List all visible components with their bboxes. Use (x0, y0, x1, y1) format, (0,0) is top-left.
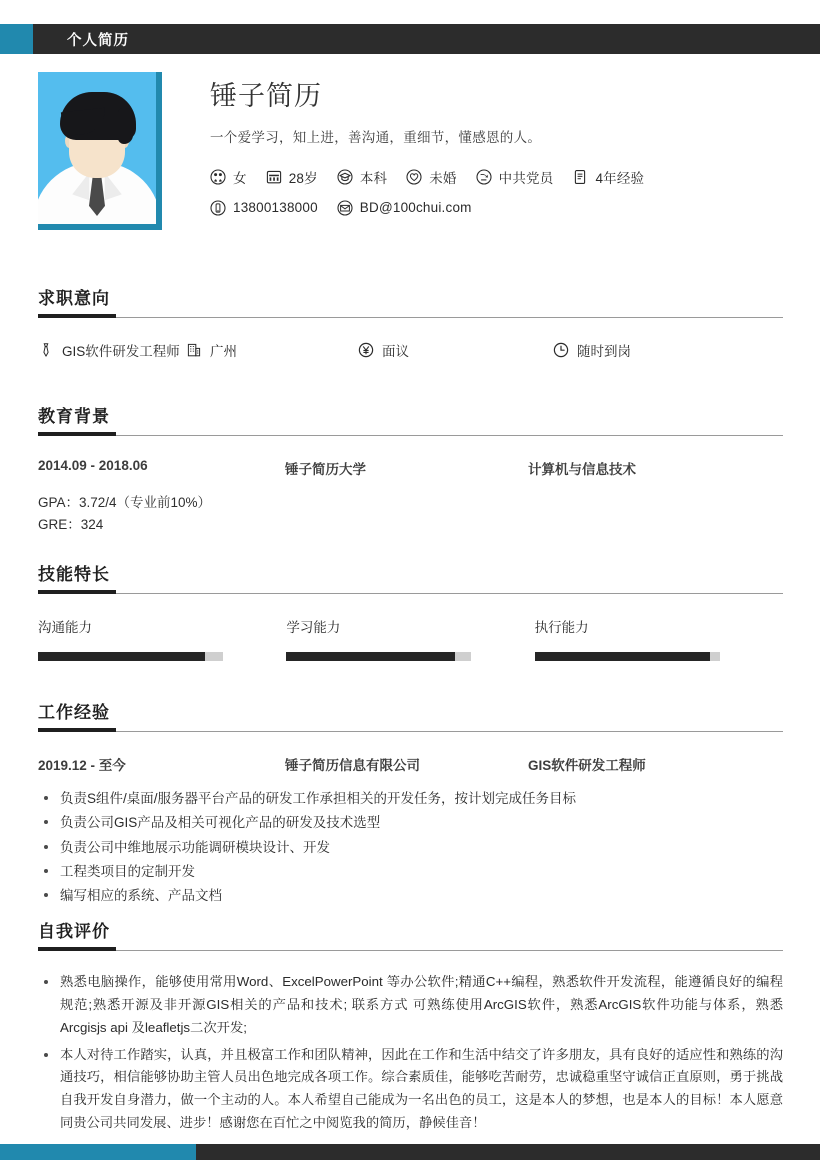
work-company: 锤子简历信息有限公司 (285, 758, 420, 773)
meta-degree (337, 167, 387, 187)
meta-email[interactable] (337, 200, 472, 216)
intent-salary-label: 面议 (382, 344, 409, 359)
meta-marital-label: 未婚 (429, 170, 457, 186)
skill-progress-track (38, 652, 223, 661)
gender-icon (210, 169, 226, 185)
skill-progress-track (286, 652, 471, 661)
page-title: 个人简历 (67, 32, 129, 49)
calendar-icon (266, 169, 282, 185)
skill-item (535, 616, 783, 661)
education-period: 2014.09 - 2018.06 (38, 458, 148, 473)
intent-salary (358, 340, 553, 360)
skill-label: 学习能力 (286, 620, 341, 635)
work-bullet: 工程类项目的定制开发 (38, 861, 783, 882)
section-header (38, 284, 783, 318)
intent-availability (553, 340, 631, 360)
meta-gender (210, 167, 247, 187)
top-banner (0, 24, 820, 54)
section-title-work: 工作经验 (38, 703, 110, 722)
skill-item (38, 616, 286, 661)
skill-progress-fill (38, 652, 205, 661)
section-rule-thick (38, 728, 116, 732)
section-header (38, 698, 783, 732)
meta-political-label: 中共党员 (498, 170, 554, 186)
section-title-skills: 技能特长 (38, 565, 110, 584)
meta-email-label: BD@100chui.com (359, 200, 472, 216)
education-major: 计算机与信息技术 (528, 462, 636, 477)
education-gpa: GPA：3.72/4（专业前10%） (38, 495, 212, 510)
section-header (38, 402, 783, 436)
work-bullet-list (38, 788, 783, 907)
section-rule-thick (38, 432, 116, 436)
job-intention-row (38, 340, 783, 360)
section-self-evaluation (38, 917, 783, 1139)
section-rule-thin (38, 950, 783, 951)
section-rule-thick (38, 947, 116, 951)
building-icon (186, 342, 202, 358)
skill-progress-fill (535, 652, 711, 661)
clock-icon (553, 342, 569, 358)
footer-accent (0, 1144, 196, 1160)
section-rule-thin (38, 731, 783, 732)
profile-meta-row-2 (210, 200, 663, 216)
section-rule-thin (38, 593, 783, 594)
section-header (38, 917, 783, 951)
profile-details (210, 72, 663, 216)
candidate-name: 锤子简历 (210, 81, 322, 111)
skill-progress-fill (286, 652, 454, 661)
section-title-self-evaluation: 自我评价 (38, 922, 110, 941)
intent-position-label: GIS软件研发工程师 (62, 344, 180, 359)
skill-progress-track (535, 652, 720, 661)
section-title-education: 教育背景 (38, 407, 110, 426)
work-bullet: 负责S组件/桌面/服务器平台产品的研发工作承担相关的开发任务，按计划完成任务目标 (38, 788, 783, 809)
meta-degree-label: 本科 (359, 170, 388, 186)
education-school: 锤子简历大学 (285, 462, 366, 477)
profile-meta-row-1 (210, 167, 663, 187)
meta-age-label: 28岁 (288, 170, 318, 186)
document-icon (572, 169, 588, 185)
intent-availability-label: 随时到岗 (577, 344, 631, 359)
candidate-tagline: 一个爱学习，知上进，善沟通，重细节，懂感恩的人。 (210, 129, 542, 145)
section-work-experience (38, 698, 783, 910)
intent-position (38, 340, 186, 360)
avatar-border-right (156, 78, 162, 230)
avatar-photo (38, 72, 156, 224)
section-rule-thin (38, 317, 783, 318)
top-banner-bar (33, 24, 820, 54)
marital-status-icon (406, 169, 422, 185)
skill-label: 沟通能力 (38, 620, 92, 635)
skills-row (38, 616, 783, 661)
section-rule-thin (38, 435, 783, 436)
meta-experience-label: 4年经验 (595, 170, 645, 186)
skill-label: 执行能力 (534, 620, 589, 635)
meta-age (266, 167, 318, 187)
profile-header (38, 72, 783, 230)
mail-icon (337, 200, 353, 216)
section-education (38, 402, 783, 537)
self-evaluation-list (38, 971, 783, 1135)
footer-main (196, 1144, 820, 1160)
education-entry (38, 458, 783, 478)
meta-phone-label: 13800138000 (233, 200, 318, 216)
work-bullet: 负责公司GIS产品及相关可视化产品的研发及技术选型 (38, 812, 783, 833)
avatar-border-bottom (44, 224, 162, 230)
graduation-cap-icon (337, 169, 353, 185)
meta-political (476, 167, 554, 187)
work-bullet: 负责公司中维地展示功能调研模块设计、开发 (38, 837, 783, 858)
section-title-job-intention: 求职意向 (38, 289, 110, 308)
self-evaluation-item: 本人对待工作踏实，认真，并且极富工作和团队精神，因此在工作和生活中结交了许多朋友，具有良好的适应性和熟练的沟通技巧，相信能够协助主管人员出色地完成各项工作。综合素质佳，能够吃苦耐劳，忠诚稳重坚守诚信正直原则，勇于挑战自我开发自身潜力，做一个主动的人。本人希望自己能成为一名出色的员工，这是本人的梦想，也是本人的目标！本人愿意同贵公司共同发展、进步！感谢您在百忙之中阅览我的简历，静候佳音！ (38, 1044, 783, 1135)
section-rule-thick (38, 590, 116, 594)
work-period: 2019.12 - 至今 (38, 758, 126, 773)
footer-bar (0, 1144, 820, 1160)
top-banner-accent (0, 24, 33, 54)
party-member-icon (476, 169, 492, 185)
avatar-hair-side (118, 108, 133, 144)
meta-experience (572, 167, 644, 187)
skill-item (286, 616, 534, 661)
meta-phone[interactable] (210, 200, 318, 216)
work-position: GIS软件研发工程师 (528, 758, 646, 773)
section-rule-thick (38, 314, 116, 318)
phone-icon (210, 200, 226, 216)
education-details (38, 492, 783, 537)
education-gre: GRE：324 (38, 517, 104, 533)
intent-city-label: 广州 (210, 344, 237, 359)
necktie-icon (38, 342, 54, 358)
self-evaluation-item: 熟悉电脑操作，能够使用常用Word、ExcelPowerPoint 等办公软件;精通C++编程，熟悉软件开发流程，能遵循良好的编程规范;熟悉开源及非开源GIS相关的产品和技术; 联系方式 可熟练使用ArcGIS软件，熟悉ArcGIS软件功能与体系，熟悉Arcgisjs api 及leafletjs二次开发; (38, 971, 783, 1040)
work-entry-header (38, 754, 783, 774)
section-skills (38, 560, 783, 661)
meta-gender-label: 女 (233, 170, 247, 186)
section-job-intention (38, 284, 783, 360)
work-bullet: 编写相应的系统、产品文档 (38, 885, 783, 906)
avatar (38, 72, 162, 230)
yen-icon (358, 342, 374, 358)
intent-city (186, 340, 358, 360)
section-header (38, 560, 783, 594)
meta-marital (406, 167, 456, 187)
